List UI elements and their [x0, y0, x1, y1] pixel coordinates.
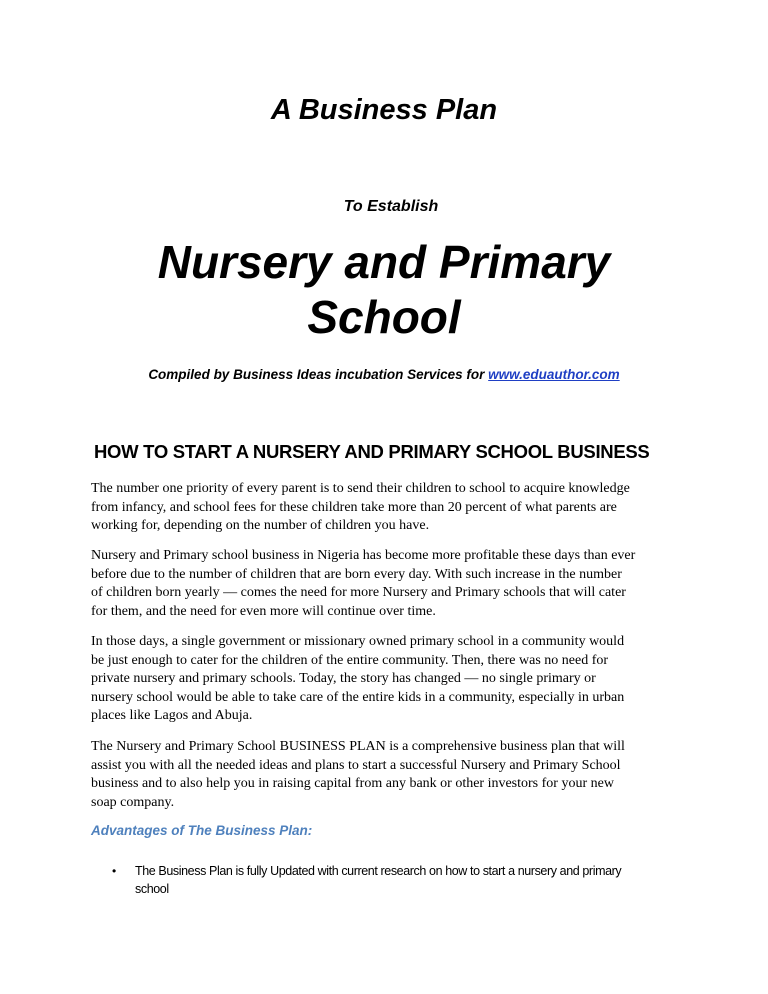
- compiled-by-line: [0, 366, 768, 384]
- paragraph-line: be just enough to cater for the children of the entire community. Then, there was no need for: [91, 652, 609, 668]
- list-item-line: The Business Plan is fully Updated with current research on how to start a nursery and primary: [135, 864, 622, 878]
- paragraph-line: nursery school would be able to take care of the entire kids in a community, especially in urban: [91, 689, 625, 705]
- paragraph-2: [91, 547, 691, 621]
- document-subtitle: To Establish: [343, 198, 439, 215]
- list-item-line: school: [135, 882, 169, 896]
- paragraph-line: soap company.: [91, 794, 175, 810]
- paragraph-line: working for, depending on the number of children you have.: [91, 518, 430, 533]
- paragraph-line: assist you with all the needed ideas and plans to start a successful Nursery and Primary School: [91, 757, 621, 773]
- paragraph-4: [91, 738, 691, 812]
- paragraph-line: of children born yearly — comes the need for more Nursery and Primary schools that will cater: [91, 585, 626, 600]
- paragraph-line: private nursery and primary schools. Today, the story has changed — no single primary or: [91, 671, 596, 686]
- advantages-heading: Advantages of The Business Plan:: [91, 823, 313, 838]
- list-item: [112, 862, 692, 898]
- advantages-list: [112, 862, 692, 898]
- compiled-by-text: Compiled by Business Ideas incubation Services for: [148, 367, 489, 382]
- paragraph-line: places like Lagos and Abuja.: [91, 708, 253, 723]
- paragraph-1: [91, 480, 691, 536]
- section-heading: HOW TO START A NURSERY AND PRIMARY SCHOOL BUSINESS: [94, 441, 650, 462]
- bullet-icon: •: [112, 864, 116, 878]
- paragraph-line: business and to also help you in raising capital from any bank or other investors for your new: [91, 776, 614, 791]
- paragraph-line: The number one priority of every parent is to send their children to school to acquire knowledge: [91, 481, 630, 496]
- main-title-line: School: [307, 291, 461, 343]
- document-title: A Business Plan: [270, 94, 498, 126]
- paragraph-line: Nursery and Primary school business in Nigeria has become more profitable these days than ever: [91, 548, 636, 563]
- paragraph-line: before due to the number of children that are born every day. With such increase in the number: [91, 566, 622, 582]
- eduauthor-link[interactable]: www.eduauthor.com: [488, 367, 620, 382]
- main-title-line: Nursery and Primary: [157, 236, 611, 288]
- paragraph-line: from infancy, and school fees for these children take more than 20 percent of what parents are: [91, 499, 617, 515]
- paragraph-3: [91, 633, 691, 726]
- main-title: [0, 235, 768, 345]
- paragraph-line: for them, and the need for even more will continue over time.: [91, 603, 436, 619]
- paragraph-line: In those days, a single government or missionary owned primary school in a community would: [91, 634, 625, 649]
- paragraph-line: The Nursery and Primary School BUSINESS PLAN is a comprehensive business plan that will: [91, 739, 625, 754]
